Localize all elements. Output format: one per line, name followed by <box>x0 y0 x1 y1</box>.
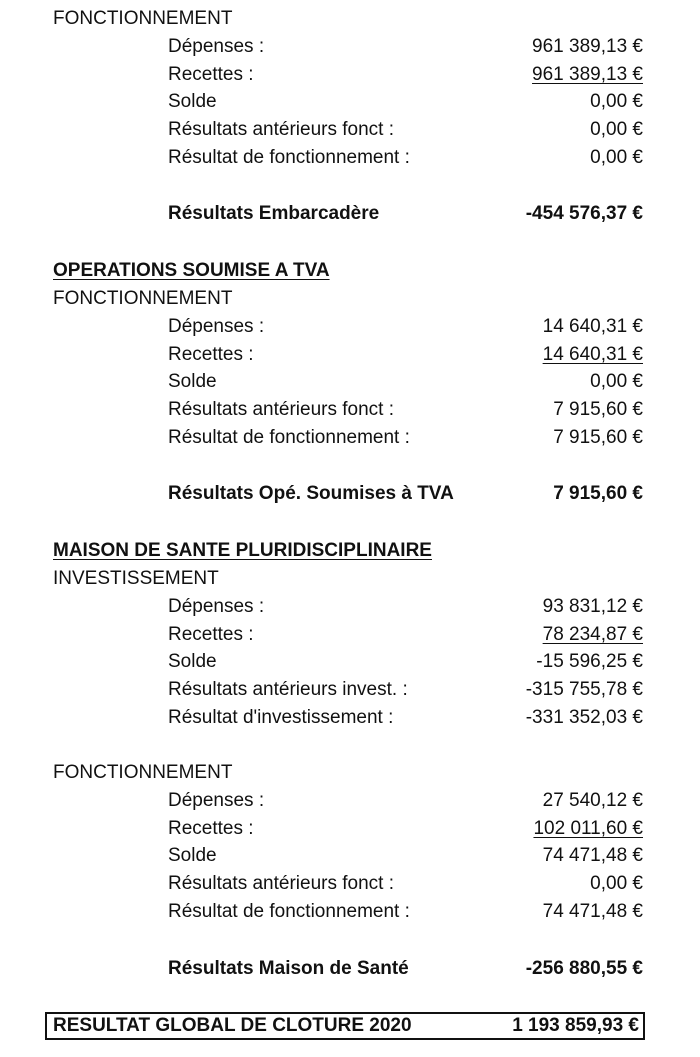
table-row <box>0 593 700 621</box>
row-value: 961 389,13 € <box>532 64 643 85</box>
row-label: Recettes : <box>168 344 254 365</box>
table-row <box>0 621 700 649</box>
row-value: 14 640,31 € <box>542 344 643 365</box>
row-label: Recettes : <box>168 64 254 85</box>
row-value: 0,00 € <box>590 873 643 894</box>
section-fonctionnement-2 <box>0 285 700 313</box>
table-row <box>0 842 700 870</box>
row-value: 93 831,12 € <box>542 596 643 617</box>
total-label: Résultats Embarcadère <box>168 203 380 224</box>
row-label: Solde <box>168 651 217 672</box>
row-value: 78 234,87 € <box>542 624 643 645</box>
section-fonctionnement-1 <box>0 5 700 33</box>
row-value: 7 915,60 € <box>553 399 643 420</box>
row-value: -331 352,03 € <box>525 707 643 728</box>
table-row <box>0 396 700 424</box>
row-label: Dépenses : <box>168 316 265 337</box>
row-value: 102 011,60 € <box>533 818 643 839</box>
row-value: 74 471,48 € <box>542 845 643 866</box>
section-title: FONCTIONNEMENT <box>53 762 233 783</box>
table-row <box>0 61 700 89</box>
global-result-label: RESULTAT GLOBAL DE CLOTURE 2020 <box>53 1015 412 1036</box>
row-label: Solde <box>168 371 217 392</box>
section-investissement <box>0 565 700 593</box>
row-value: 0,00 € <box>590 119 643 140</box>
table-row <box>0 815 700 843</box>
total-label: Résultats Opé. Soumises à TVA <box>168 483 454 504</box>
total-label: Résultats Maison de Santé <box>168 958 409 979</box>
table-row <box>0 898 700 926</box>
row-value: 27 540,12 € <box>542 790 643 811</box>
row-label: Solde <box>168 91 217 112</box>
total-value: -256 880,55 € <box>525 958 643 979</box>
global-result-value: 1 193 859,93 € <box>512 1015 639 1036</box>
total-row <box>0 480 700 508</box>
block-heading: MAISON DE SANTE PLURIDISCIPLINAIRE <box>53 540 432 561</box>
table-row <box>0 704 700 732</box>
row-value: 7 915,60 € <box>553 427 643 448</box>
row-label: Résultats antérieurs fonct : <box>168 873 394 894</box>
row-value: -15 596,25 € <box>536 651 643 672</box>
total-row <box>0 200 700 228</box>
table-row <box>0 144 700 172</box>
row-label: Résultat de fonctionnement : <box>168 147 410 168</box>
row-label: Recettes : <box>168 818 254 839</box>
table-row <box>0 341 700 369</box>
row-value: 0,00 € <box>590 147 643 168</box>
section-title: FONCTIONNEMENT <box>53 288 233 309</box>
row-value: 961 389,13 € <box>532 36 643 57</box>
row-value: 0,00 € <box>590 91 643 112</box>
table-row <box>0 648 700 676</box>
total-value: -454 576,37 € <box>525 203 643 224</box>
table-row <box>0 116 700 144</box>
block-heading: OPERATIONS SOUMISE A TVA <box>53 260 330 281</box>
total-row <box>0 955 700 983</box>
table-row <box>0 313 700 341</box>
row-value: -315 755,78 € <box>525 679 643 700</box>
row-label: Dépenses : <box>168 36 265 57</box>
row-label: Résultats antérieurs invest. : <box>168 679 408 700</box>
total-value: 7 915,60 € <box>553 483 643 504</box>
section-title: FONCTIONNEMENT <box>53 8 233 29</box>
row-label: Dépenses : <box>168 790 265 811</box>
heading-maison-de-sante <box>0 537 700 565</box>
global-result-box <box>45 1012 645 1040</box>
row-label: Solde <box>168 845 217 866</box>
row-value: 0,00 € <box>590 371 643 392</box>
table-row <box>0 368 700 396</box>
table-row <box>0 870 700 898</box>
row-label: Dépenses : <box>168 596 265 617</box>
row-value: 14 640,31 € <box>542 316 643 337</box>
row-label: Résultat de fonctionnement : <box>168 427 410 448</box>
section-title: INVESTISSEMENT <box>53 568 219 589</box>
row-label: Résultat d'investissement : <box>168 707 394 728</box>
row-label: Résultats antérieurs fonct : <box>168 119 394 140</box>
table-row <box>0 676 700 704</box>
table-row <box>0 33 700 61</box>
table-row <box>0 424 700 452</box>
section-fonctionnement-3 <box>0 759 700 787</box>
heading-operations-tva <box>0 257 700 285</box>
row-label: Résultat de fonctionnement : <box>168 901 410 922</box>
table-row <box>0 787 700 815</box>
row-label: Recettes : <box>168 624 254 645</box>
row-label: Résultats antérieurs fonct : <box>168 399 394 420</box>
row-value: 74 471,48 € <box>542 901 643 922</box>
table-row <box>0 88 700 116</box>
